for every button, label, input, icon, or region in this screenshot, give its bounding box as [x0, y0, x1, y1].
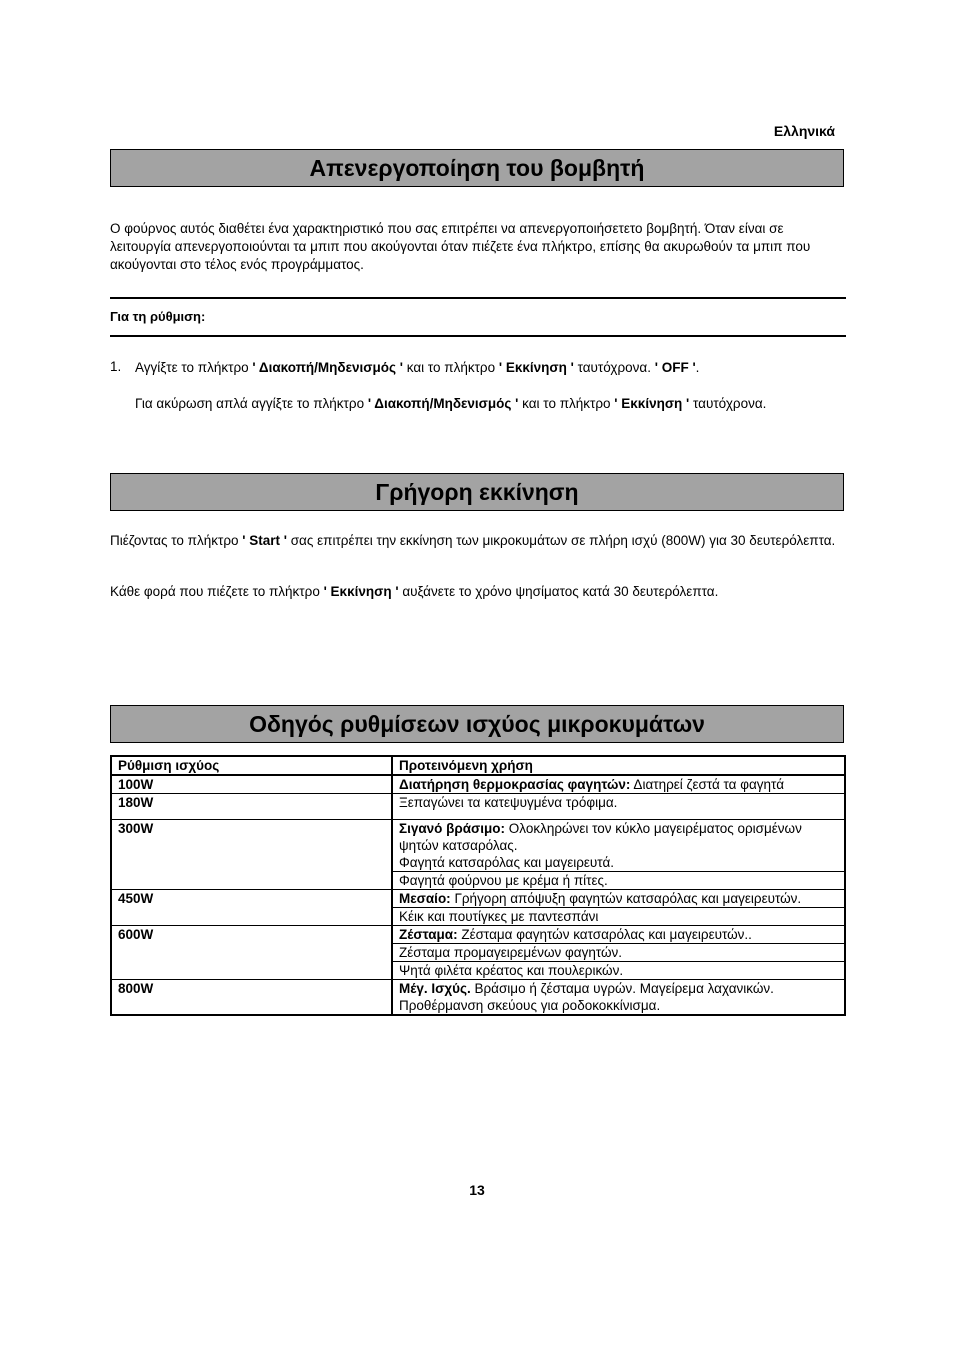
qs2-start-key: ' Εκκίνηση '	[323, 584, 399, 599]
table-header-row	[111, 756, 845, 775]
step-number: 1.	[110, 359, 122, 374]
table-row	[111, 820, 845, 872]
step-text-2: και το πλήκτρο	[402, 360, 499, 375]
suggested-use-cell	[392, 926, 845, 944]
qs-text-1: Πιέζοντας το πλήκτρο	[110, 533, 243, 548]
step-text-1: Αγγίξτε το πλήκτρο	[135, 360, 253, 375]
qs-text-2: σας επιτρέπει την εκκίνηση των μικροκυμάτων σε πλήρη ισχύ (800W) για 30 δευτερόλεπτα.	[286, 533, 836, 548]
use-text: Ζέσταμα φαγητών κατσαρόλας και μαγειρευτών..	[457, 927, 752, 942]
divider-top	[110, 297, 846, 299]
step-text-3: ταυτόχρονα.	[573, 360, 655, 375]
power-level-cell: 450W	[111, 890, 392, 926]
section-title-power-guide: Οδηγός ρυθμίσεων ισχύος μικροκυμάτων	[110, 705, 844, 743]
cancel-text-3: ταυτόχρονα.	[689, 396, 767, 411]
language-label: Ελληνικά	[773, 123, 835, 139]
use-heading: Διατήρηση θερμοκρασίας φαγητών:	[399, 777, 631, 792]
use-heading: Σιγανό βράσιμο:	[399, 821, 506, 836]
suggested-use-cell	[392, 980, 845, 1016]
power-level-cell: 300W	[111, 820, 392, 890]
use-text: Γρήγορη απόψυξη φαγητών κατσαρόλας και μαγειρευτών.	[450, 891, 802, 906]
power-level-cell: 600W	[111, 926, 392, 980]
suggested-use-cell: Ξεπαγώνει τα κατεψυγμένα τρόφιμα.	[392, 794, 845, 820]
cancel-start-key: ' Εκκίνηση '	[614, 396, 690, 411]
header-suggested-use: Προτεινόμενη χρήση	[392, 756, 845, 775]
use-text: Βράσιμο ή ζέσταμα υγρών. Μαγείρεμα λαχανικών. Προθέρμανση σκεύους για ροδοκοκκίνισμα.	[399, 981, 774, 1013]
qs2-text-2: αυξάνετε το χρόνο ψησίματος κατά 30 δευτερόλεπτα.	[398, 584, 719, 599]
section-title-buzzer-off: Απενεργοποίηση του βομβητή	[110, 149, 844, 187]
page-number: 13	[469, 1182, 485, 1198]
step-text-4: .	[695, 360, 700, 375]
use-text: Ολοκληρώνει τον κύκλο μαγειρέματος ορισμένων ψητών κατσαρόλας.	[399, 821, 802, 853]
cancel-text-2: και το πλήκτρο	[518, 396, 615, 411]
power-level-cell: 800W	[111, 980, 392, 1016]
suggested-use-cell	[392, 890, 845, 908]
power-settings-table	[110, 755, 846, 1016]
step-1-instruction	[135, 359, 846, 377]
use-heading: Μεσαίο:	[399, 891, 451, 906]
table-row	[111, 794, 845, 820]
setup-heading: Για τη ρύθμιση:	[110, 309, 206, 324]
suggested-use-cell	[392, 775, 845, 794]
cancel-stop-reset-key: ' Διακοπή/Μηδενισμός '	[367, 396, 519, 411]
cancel-text-1: Για ακύρωση απλά αγγίξτε το πλήκτρο	[135, 396, 368, 411]
table-row	[111, 926, 845, 944]
suggested-use-cell: Κέικ και πουτίγκες με παντεσπάνι	[392, 908, 845, 926]
suggested-use-cell	[392, 820, 845, 872]
power-level-cell: 100W	[111, 775, 392, 794]
quick-start-paragraph-2	[110, 583, 846, 601]
cancel-instruction	[135, 395, 846, 413]
use-heading: Μέγ. Ισχύς.	[399, 981, 471, 996]
off-display: ' OFF '	[654, 360, 696, 375]
divider-bottom	[110, 335, 846, 337]
use-text: Διατηρεί ζεστά τα φαγητά	[630, 777, 784, 792]
quick-start-paragraph-1	[110, 532, 846, 550]
buzzer-description: Ο φούρνος αυτός διαθέτει ένα χαρακτηριστικό που σας επιτρέπει να απενεργοποιήσετετο βομβητή. Όταν είναι σε λειτουργία απενεργοποιούνται τα μπιπ που ακούγονται όταν πιέζετε ένα πλήκτρο, επίσης θα ακυρωθούν τα μπιπ που ακούγονται στο τέλος ενός προγράμματος.	[110, 221, 811, 272]
power-level-cell: 180W	[111, 794, 392, 820]
table-row	[111, 980, 845, 1016]
suggested-use-cell: Ζέσταμα προμαγειρεμένων φαγητών.	[392, 944, 845, 962]
header-power-level: Ρύθμιση ισχύος	[111, 756, 392, 775]
use-heading: Ζέσταμα:	[399, 927, 458, 942]
section-title-quick-start: Γρήγορη εκκίνηση	[110, 473, 844, 511]
table-row	[111, 775, 845, 794]
stop-reset-key: ' Διακοπή/Μηδενισμός '	[252, 360, 403, 375]
suggested-use-cell: Φαγητά φούρνου με κρέμα ή πίτες.	[392, 872, 845, 890]
use-text-line2: Φαγητά κατσαρόλας και μαγειρευτά.	[399, 855, 615, 870]
table-row	[111, 890, 845, 908]
suggested-use-cell: Ψητά φιλέτα κρέατος και πουλερικών.	[392, 962, 845, 980]
qs-start-key: ' Start '	[242, 533, 287, 548]
start-key: ' Εκκίνηση '	[498, 360, 574, 375]
qs2-text-1: Κάθε φορά που πιέζετε το πλήκτρο	[110, 584, 324, 599]
